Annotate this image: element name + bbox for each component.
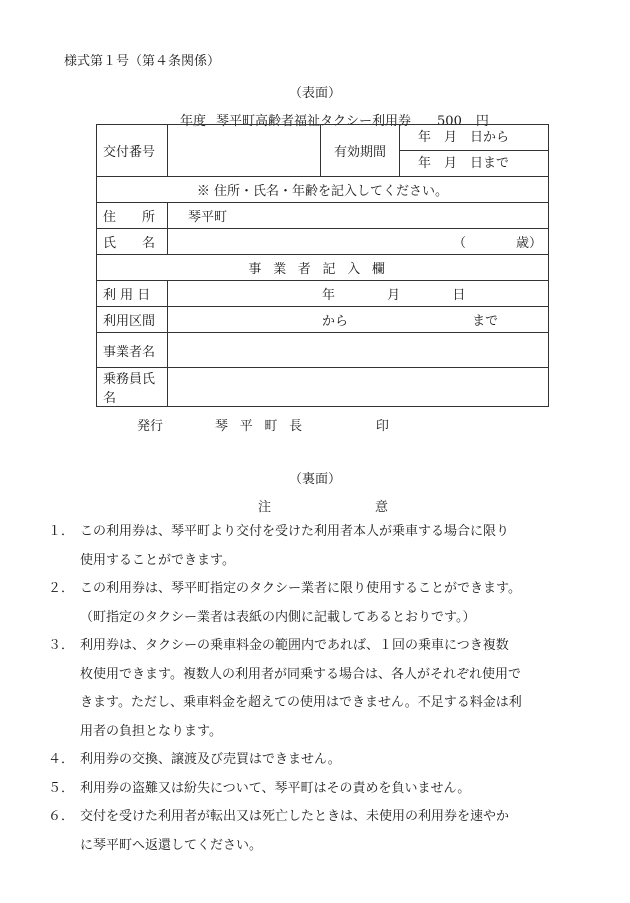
notice-item [48,632,584,746]
seal-mark: 印 [375,419,389,434]
notice-item [48,746,584,775]
notice-item [48,803,584,860]
notice-line: 枚使用できます。複数人の利用者が同乗する場合は、各人がそれぞれ使用で [80,666,521,682]
issuer-prefix: 発行 [137,419,164,434]
use-date-label: 利 用 日 [97,281,168,307]
issuer-name: 琴平町長 [215,419,314,434]
notice-number: ６． [48,809,75,824]
notice-line: 使用することができます。 [80,552,235,568]
front-side-label: （表面） [288,86,341,101]
notice-line: 利用券の盗難又は紛失について、琴平町はその責めを負いません。 [80,780,471,796]
notice-line: 交付を受けた利用者が転出又は死亡したときは、未使用の利用券を速やか [80,809,510,824]
ticket-amount: 500 [437,114,462,129]
validity-label: 有効期間 [321,125,400,177]
name-field[interactable] [168,229,549,255]
operator-name-label: 事業者名 [97,333,168,368]
driver-name-field[interactable] [168,368,549,407]
notice-number: ２． [48,581,75,596]
operator-section-header: 事業者記入欄 [97,255,549,281]
ticket-year: 年度 [180,114,207,129]
use-date-month: 月 [387,288,401,303]
address-label: 住 所 [97,203,168,229]
issuer-line [137,415,389,434]
route-to: まで [472,314,499,329]
ticket-name: 琴平町高齢者福祉タクシー利用券 [216,114,412,129]
validity-from: 年 月 日から [400,125,549,151]
instruction-row: ※ 住所・氏名・年齢を記入してください。 [97,177,549,203]
address-value: 琴平町 [188,210,228,225]
form-number: 様式第１号（第４条関係） [64,54,221,69]
route-field[interactable] [168,307,549,333]
address-field[interactable] [168,203,549,229]
notice-number: ５． [48,780,75,796]
ticket-yen: 円 [475,114,489,129]
notice-line: この利用券は、琴平町指定のタクシー業者に限り使用することができます。 [80,581,521,596]
operator-name-field[interactable] [168,333,549,368]
notice-line: 用者の負担となります。 [80,723,222,739]
back-side-label: （裏面） [288,472,341,487]
notice-line: 利用券の交換、譲渡及び売買はできません。 [80,752,341,767]
notice-line: きます。ただし、乗車料金を超えての使用はできません。不足する料金は利 [80,695,522,710]
validity-to: 年 月 日まで [400,151,549,177]
notice-item [48,518,584,575]
use-date-day: 日 [452,288,466,303]
notice-number: ４． [48,752,75,767]
notice-line: （町指定のタクシー業者は表紙の内側に記載してあるとおりです。） [80,609,476,625]
issue-no-field[interactable] [168,125,321,177]
notice-line: に琴平町へ返還してください。 [80,837,263,853]
notice-list [48,518,584,860]
notice-number: １． [48,524,75,539]
notice-line: 利用券は、タクシーの乗車料金の範囲内であれば、１回の乗車につき複数 [80,638,509,653]
notice-line: この利用券は、琴平町より交付を受けた利用者本人が乗車する場合に限り [80,524,510,539]
route-label: 利用区間 [97,307,168,333]
notice-number: ３． [48,638,75,653]
use-date-field[interactable] [168,281,549,307]
age-unit: 歳） [515,236,542,251]
age-paren: （ [452,236,466,251]
notice-item [48,575,584,632]
use-date-year: 年 [322,288,336,303]
name-label: 氏 名 [97,229,168,255]
driver-name-label: 乗務員氏名 [97,368,168,407]
route-from: から [322,314,349,329]
ticket-form-table [96,124,549,407]
notice-item [48,775,584,804]
notice-title: 注 意 [258,500,389,515]
issue-no-label: 交付番号 [97,125,168,177]
